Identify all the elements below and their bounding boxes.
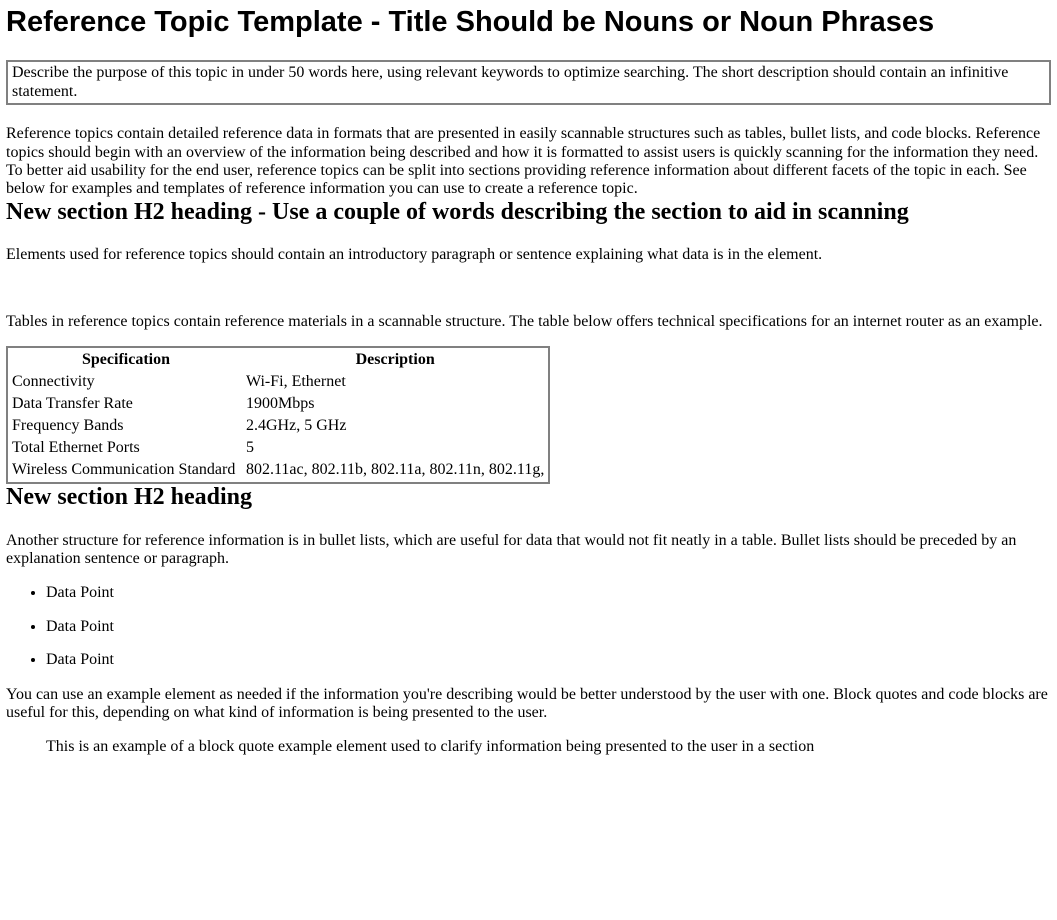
data-point-list [6,584,1051,669]
page-title: Reference Topic Template - Title Should be Nouns or Noun Phrases [6,6,935,38]
table-cell-spec: Total Ethernet Ports [12,439,140,457]
table-header-description: Description [355,351,435,369]
example-blockquote: This is an example of a block quote example element used to clarify information being presented to the user in a section [46,738,815,756]
table-row [10,372,546,392]
list-item: • Data Point [46,651,1051,669]
table-row [10,394,546,414]
table-row [10,416,546,436]
table-header-specification: Specification [82,351,170,369]
table-cell-spec: Frequency Bands [12,417,124,435]
table-header-row [10,350,546,370]
example-intro-paragraph: You can use an example element as needed if the information you're describing would be better understood by the user with one. Block quotes and code blocks are useful for this, depending on what kind of information is being presented to the user. [6,685,1048,721]
table-cell-desc: 2.4GHz, 5 GHz [246,417,347,435]
section1-intro-paragraph: Elements used for reference topics should contain an introductory paragraph or sentence explaining what data is in the element. [6,246,823,264]
table-cell-desc: 802.11ac, 802.11b, 802.11a, 802.11n, 802.11g, [246,461,545,479]
table-cell-spec: Wireless Communication Standard [12,461,236,479]
table-cell-desc: 1900Mbps [246,395,315,413]
table-intro-paragraph: Tables in reference topics contain reference materials in a scannable structure. The table below offers technical specifications for an internet router as an example. [6,312,1043,330]
list-item: • Data Point [46,584,1051,602]
short-description-text: Describe the purpose of this topic in under 50 words here, using relevant keywords to optimize searching. The short description should contain an infinitive statement. [12,64,1009,100]
table-cell-desc: 5 [246,439,254,457]
section2-heading: New section H2 heading [6,484,252,511]
list-item: • Data Point [46,618,1051,636]
table-cell-desc: Wi-Fi, Ethernet [246,373,346,391]
intro-paragraph: Reference topics contain detailed reference data in formats that are presented in easily scannable structures such as tables, bullet lists, and code blocks. Reference topics should begin with an overview of the information being described and how it is formatted to assist users is quickly scanning for the information they need. To better aid usability for the end user, reference topics can be split into sections providing reference information about different facets of the topic in each. See below for examples and templates of reference information you can use to create a reference topic. [6,125,1041,198]
section1-heading: New section H2 heading - Use a couple of words describing the section to aid in scanning [6,198,909,225]
table-row [10,438,546,458]
table-cell-spec: Data Transfer Rate [12,395,133,413]
section2-intro-paragraph: Another structure for reference information is in bullet lists, which are useful for data that would not fit neatly in a table. Bullet lists should be preceded by an explanation sentence or paragraph. [6,531,1017,568]
short-description-box [6,60,1051,105]
specifications-table [6,346,550,484]
table-row [10,460,546,480]
table-cell-spec: Connectivity [12,373,95,391]
